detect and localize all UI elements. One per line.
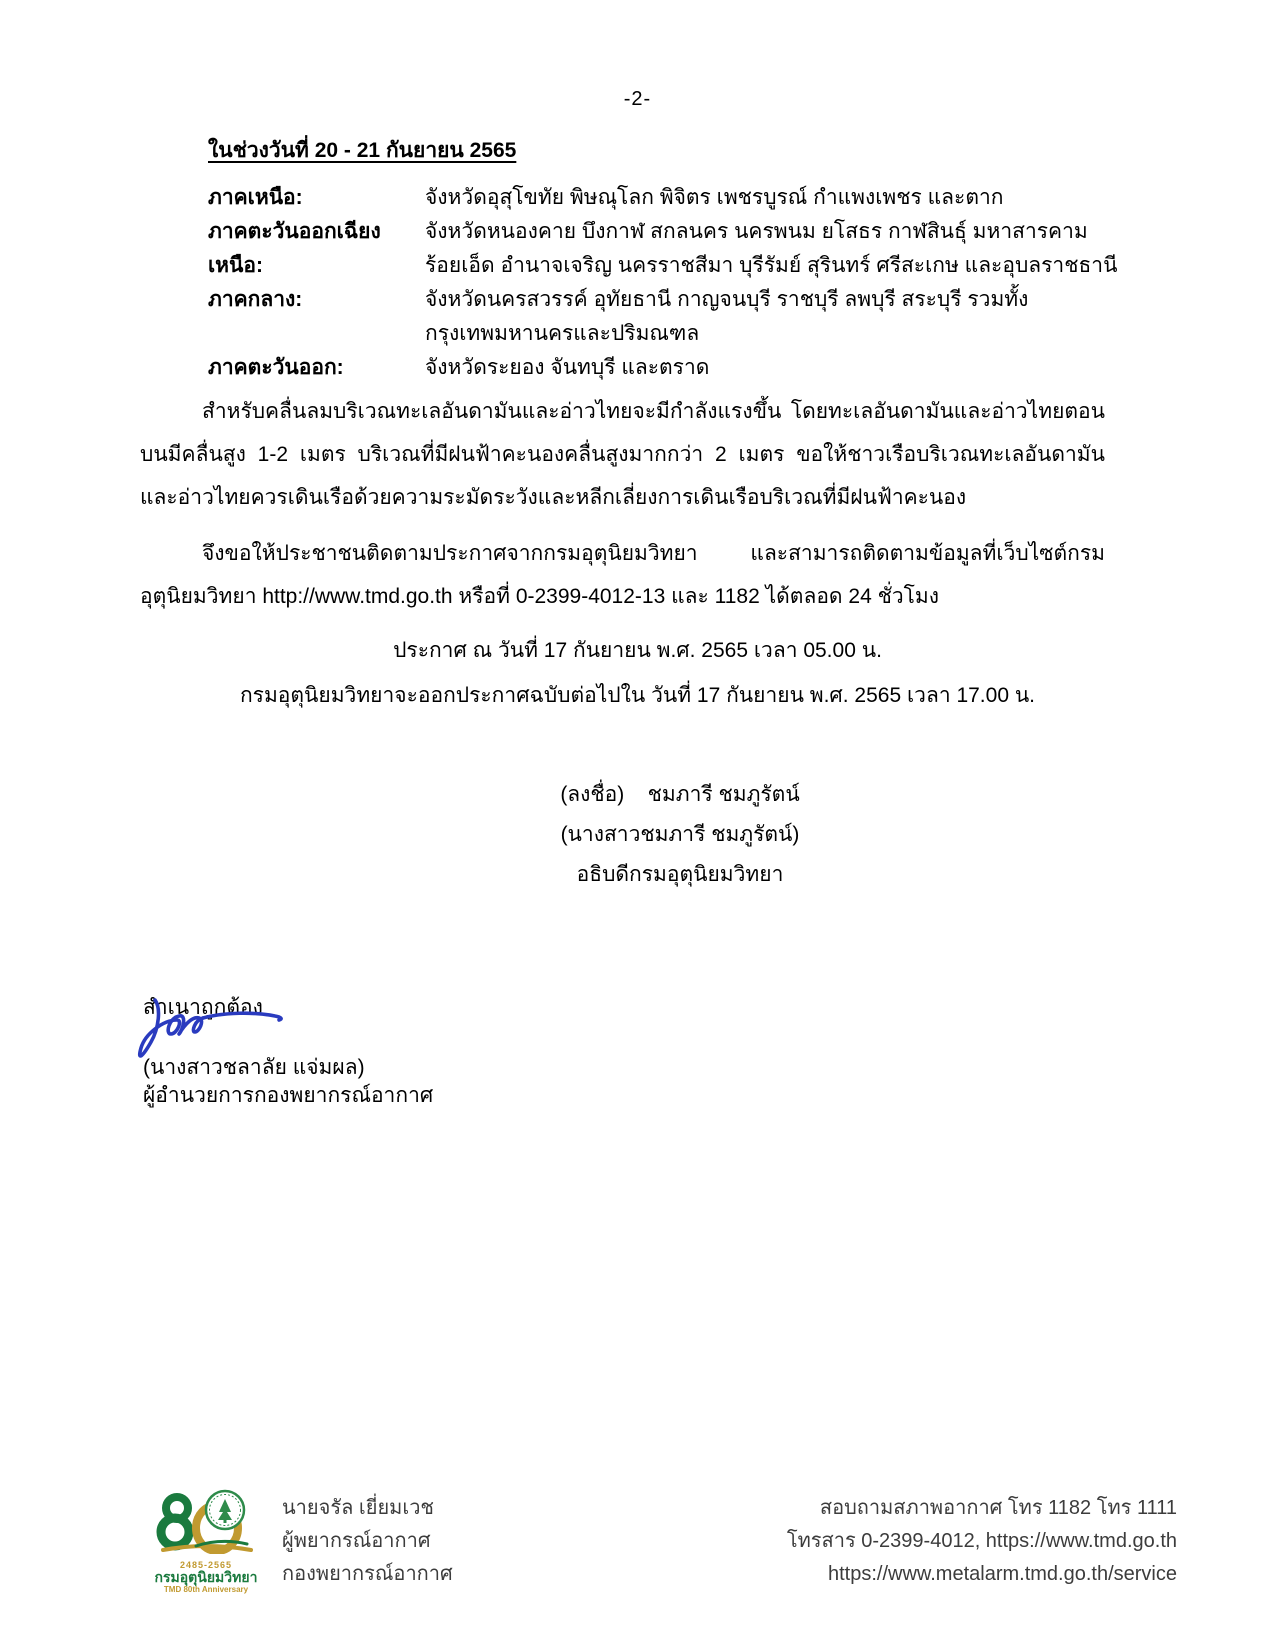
signer-name-paren: (นางสาวชมภารี ชมภูรัตน์) (560, 823, 800, 846)
certifier-name: (นางสาวชลาลัย แจ่มผล) (143, 1056, 365, 1079)
logo-anniversary-text: TMD 80th Anniversary (163, 1585, 249, 1594)
table-row (140, 283, 1135, 351)
forecaster-name: นายจรัล เยี่ยมเวช (282, 1497, 434, 1519)
certified-copy-label: สำเนาถูกต้อง (143, 996, 263, 1019)
region-label-northeast: ภาคตะวันออกเฉียงเหนือ: (208, 220, 381, 277)
region-provinces-northeast: จังหวัดหนองคาย บึงกาฬ สกลนคร นครพนม ยโสธร กาฬสินธุ์ มหาสารคาม ร้อยเอ็ด อำนาจเจริญ นครราชสีมา บุรีรัมย์ สุรินทร์ ศรีสะเกษ และอุบลราชธานี (425, 220, 1118, 277)
logo-years: 2485-2565 (179, 1560, 233, 1570)
table-row (140, 215, 1135, 283)
region-provinces-east: จังหวัดระยอง จันทบุรี และตราด (425, 356, 710, 379)
sea-conditions-paragraph: สำหรับคลื่นลมบริเวณทะเลอันดามันและอ่าวไทยจะมีกำลังแรงขึ้น โดยทะเลอันดามันและอ่าวไทยตอนบนมีคลื่นสูง 1-2 เมตร บริเวณที่มีฝนฟ้าคะนองคลื่นสูงมากกว่า 2 เมตร ขอให้ชาวเรือบริเวณทะเลอันดามันและอ่าวไทยควรเดินเรือด้วยความระมัดระวังและหลีกเลี่ยงการเดินเรือบริเวณที่มีฝนฟ้าคะนอง (140, 400, 1105, 509)
region-forecast-table (140, 181, 1135, 385)
footer-contact-block (787, 1492, 1177, 1591)
contact-fax-website-line: โทรสาร 0-2399-4012, https://www.tmd.go.th (786, 1530, 1177, 1552)
forecaster-division: กองพยากรณ์อากาศ (282, 1563, 453, 1585)
contact-metalarm-line: https://www.metalarm.tmd.go.th/service (827, 1563, 1177, 1585)
page-number: -2- (623, 88, 652, 110)
public-advice-paragraph: จึงขอให้ประชาชนติดตามประกาศจากกรมอุตุนิยมวิทยา และสามารถติดตามข้อมูลที่เว็บไซต์กรมอุตุนิยมวิทยา http://www.tmd.go.th หรือที่ 0-2399-4012-13 และ 1182 ได้ตลอด 24 ชั่วโมง (140, 542, 1105, 608)
region-provinces-north: จังหวัดอุสุโขทัย พิษณุโลก พิจิตร เพชรบูรณ์ กำแพงเพชร และตาก (425, 186, 1004, 209)
date-range-heading: ในช่วงวันที่ 20 - 21 กันยายน 2565 (208, 139, 517, 162)
forecaster-title: ผู้พยากรณ์อากาศ (282, 1530, 431, 1552)
contact-phone-line: สอบถามสภาพอากาศ โทร 1182 โทร 1111 (819, 1497, 1177, 1519)
signature-block (500, 775, 860, 895)
region-label-central: ภาคกลาง: (208, 288, 303, 311)
footer-forecaster-block (282, 1492, 453, 1591)
table-row (140, 351, 1135, 385)
next-announcement-line: กรมอุตุนิยมวิทยาจะออกประกาศฉบับต่อไปใน วันที่ 17 กันยายน พ.ศ. 2565 เวลา 17.00 น. (239, 684, 1036, 707)
tmd-80th-anniversary-logo (148, 1488, 264, 1595)
table-row (140, 181, 1135, 215)
certifier-title: ผู้อำนวยการกองพยากรณ์อากาศ (143, 1084, 434, 1107)
issued-datetime-line: ประกาศ ณ วันที่ 17 กันยายน พ.ศ. 2565 เวลา 05.00 น. (393, 639, 882, 662)
region-label-east: ภาคตะวันออก: (208, 356, 344, 379)
region-provinces-central: จังหวัดนครสวรรค์ อุทัยธานี กาญจนบุรี ราชบุรี ลพบุรี สระบุรี รวมทั้งกรุงเทพมหานครและปริมณฑล (425, 288, 1029, 345)
region-label-north: ภาคเหนือ: (208, 186, 303, 209)
tmd-logo-icon (151, 1488, 261, 1554)
logo-org-name: กรมอุตุนิยมวิทยา (154, 1569, 258, 1585)
signer-title: อธิบดีกรมอุตุนิยมวิทยา (576, 863, 784, 886)
signed-by-line: (ลงชื่อ) ชมภารี ชมภูรัตน์ (560, 783, 800, 806)
